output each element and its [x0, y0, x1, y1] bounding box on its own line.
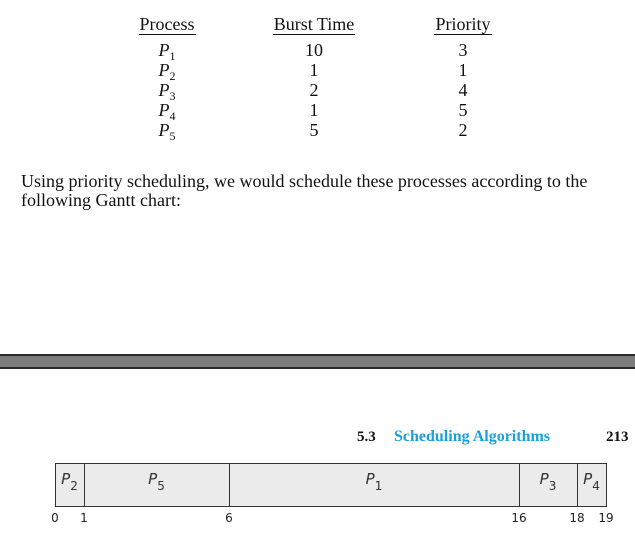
gantt-time-tick: 6	[225, 511, 233, 525]
gantt-time-tick: 0	[51, 511, 59, 525]
burst-time-cell: 1	[309, 100, 319, 120]
burst-time-cell: 5	[309, 120, 319, 140]
gantt-segment-label	[583, 470, 600, 493]
running-header-section-number: 5.3	[357, 429, 376, 445]
gantt-process-letter: P	[583, 470, 593, 488]
gantt-process-letter: P	[61, 470, 71, 488]
gantt-process-number: 2	[70, 479, 78, 493]
gantt-chart	[0, 460, 635, 535]
process-name: $P_5$	[158, 120, 176, 143]
header-priority: Priority	[435, 14, 491, 34]
burst-time-cell: 1	[309, 60, 319, 80]
table-row	[120, 100, 512, 120]
gantt-process-number: 1	[374, 479, 383, 493]
gantt-process-number: 4	[592, 479, 600, 493]
header-process: Process	[139, 14, 195, 34]
process-name: $P_2$	[158, 60, 176, 83]
gantt-time-tick: 18	[569, 511, 585, 525]
priority-cell: 3	[458, 40, 468, 60]
priority-cell: 1	[458, 60, 468, 80]
table-row	[120, 40, 512, 60]
gantt-segment-label	[61, 470, 78, 493]
body-paragraph: Using priority scheduling, we would schedule these processes according to the following Gantt chart:	[21, 171, 588, 210]
table-row	[120, 120, 512, 140]
gantt-process-letter: P	[365, 470, 375, 488]
running-header-page-number: 213	[606, 429, 629, 445]
table-row	[120, 60, 512, 80]
priority-cell: 4	[458, 80, 468, 100]
gantt-segment-label	[148, 470, 165, 493]
priority-cell: 5	[458, 100, 468, 120]
table-row	[120, 80, 512, 100]
process-name: $P_3$	[158, 80, 176, 103]
process-table	[120, 14, 512, 143]
process-name: $P_1$	[158, 40, 176, 63]
page-separator	[0, 354, 635, 369]
gantt-time-tick: 16	[511, 511, 527, 525]
gantt-time-tick: 1	[80, 511, 88, 525]
gantt-process-letter: P	[148, 470, 158, 488]
gantt-process-letter: P	[539, 470, 549, 488]
gantt-segment-label	[539, 470, 557, 493]
header-burst-time: Burst Time	[273, 14, 355, 34]
burst-time-cell: 2	[309, 80, 319, 100]
process-name: $P_4$	[158, 100, 176, 123]
running-header-title: Scheduling Algorithms	[394, 428, 551, 445]
gantt-process-number: 3	[548, 479, 557, 493]
burst-time-cell: 10	[305, 40, 323, 60]
gantt-time-tick: 19	[598, 511, 614, 525]
priority-cell: 2	[458, 120, 468, 140]
table-header-row	[120, 14, 512, 40]
gantt-process-number: 5	[157, 479, 165, 493]
gantt-segment-label	[365, 470, 383, 493]
